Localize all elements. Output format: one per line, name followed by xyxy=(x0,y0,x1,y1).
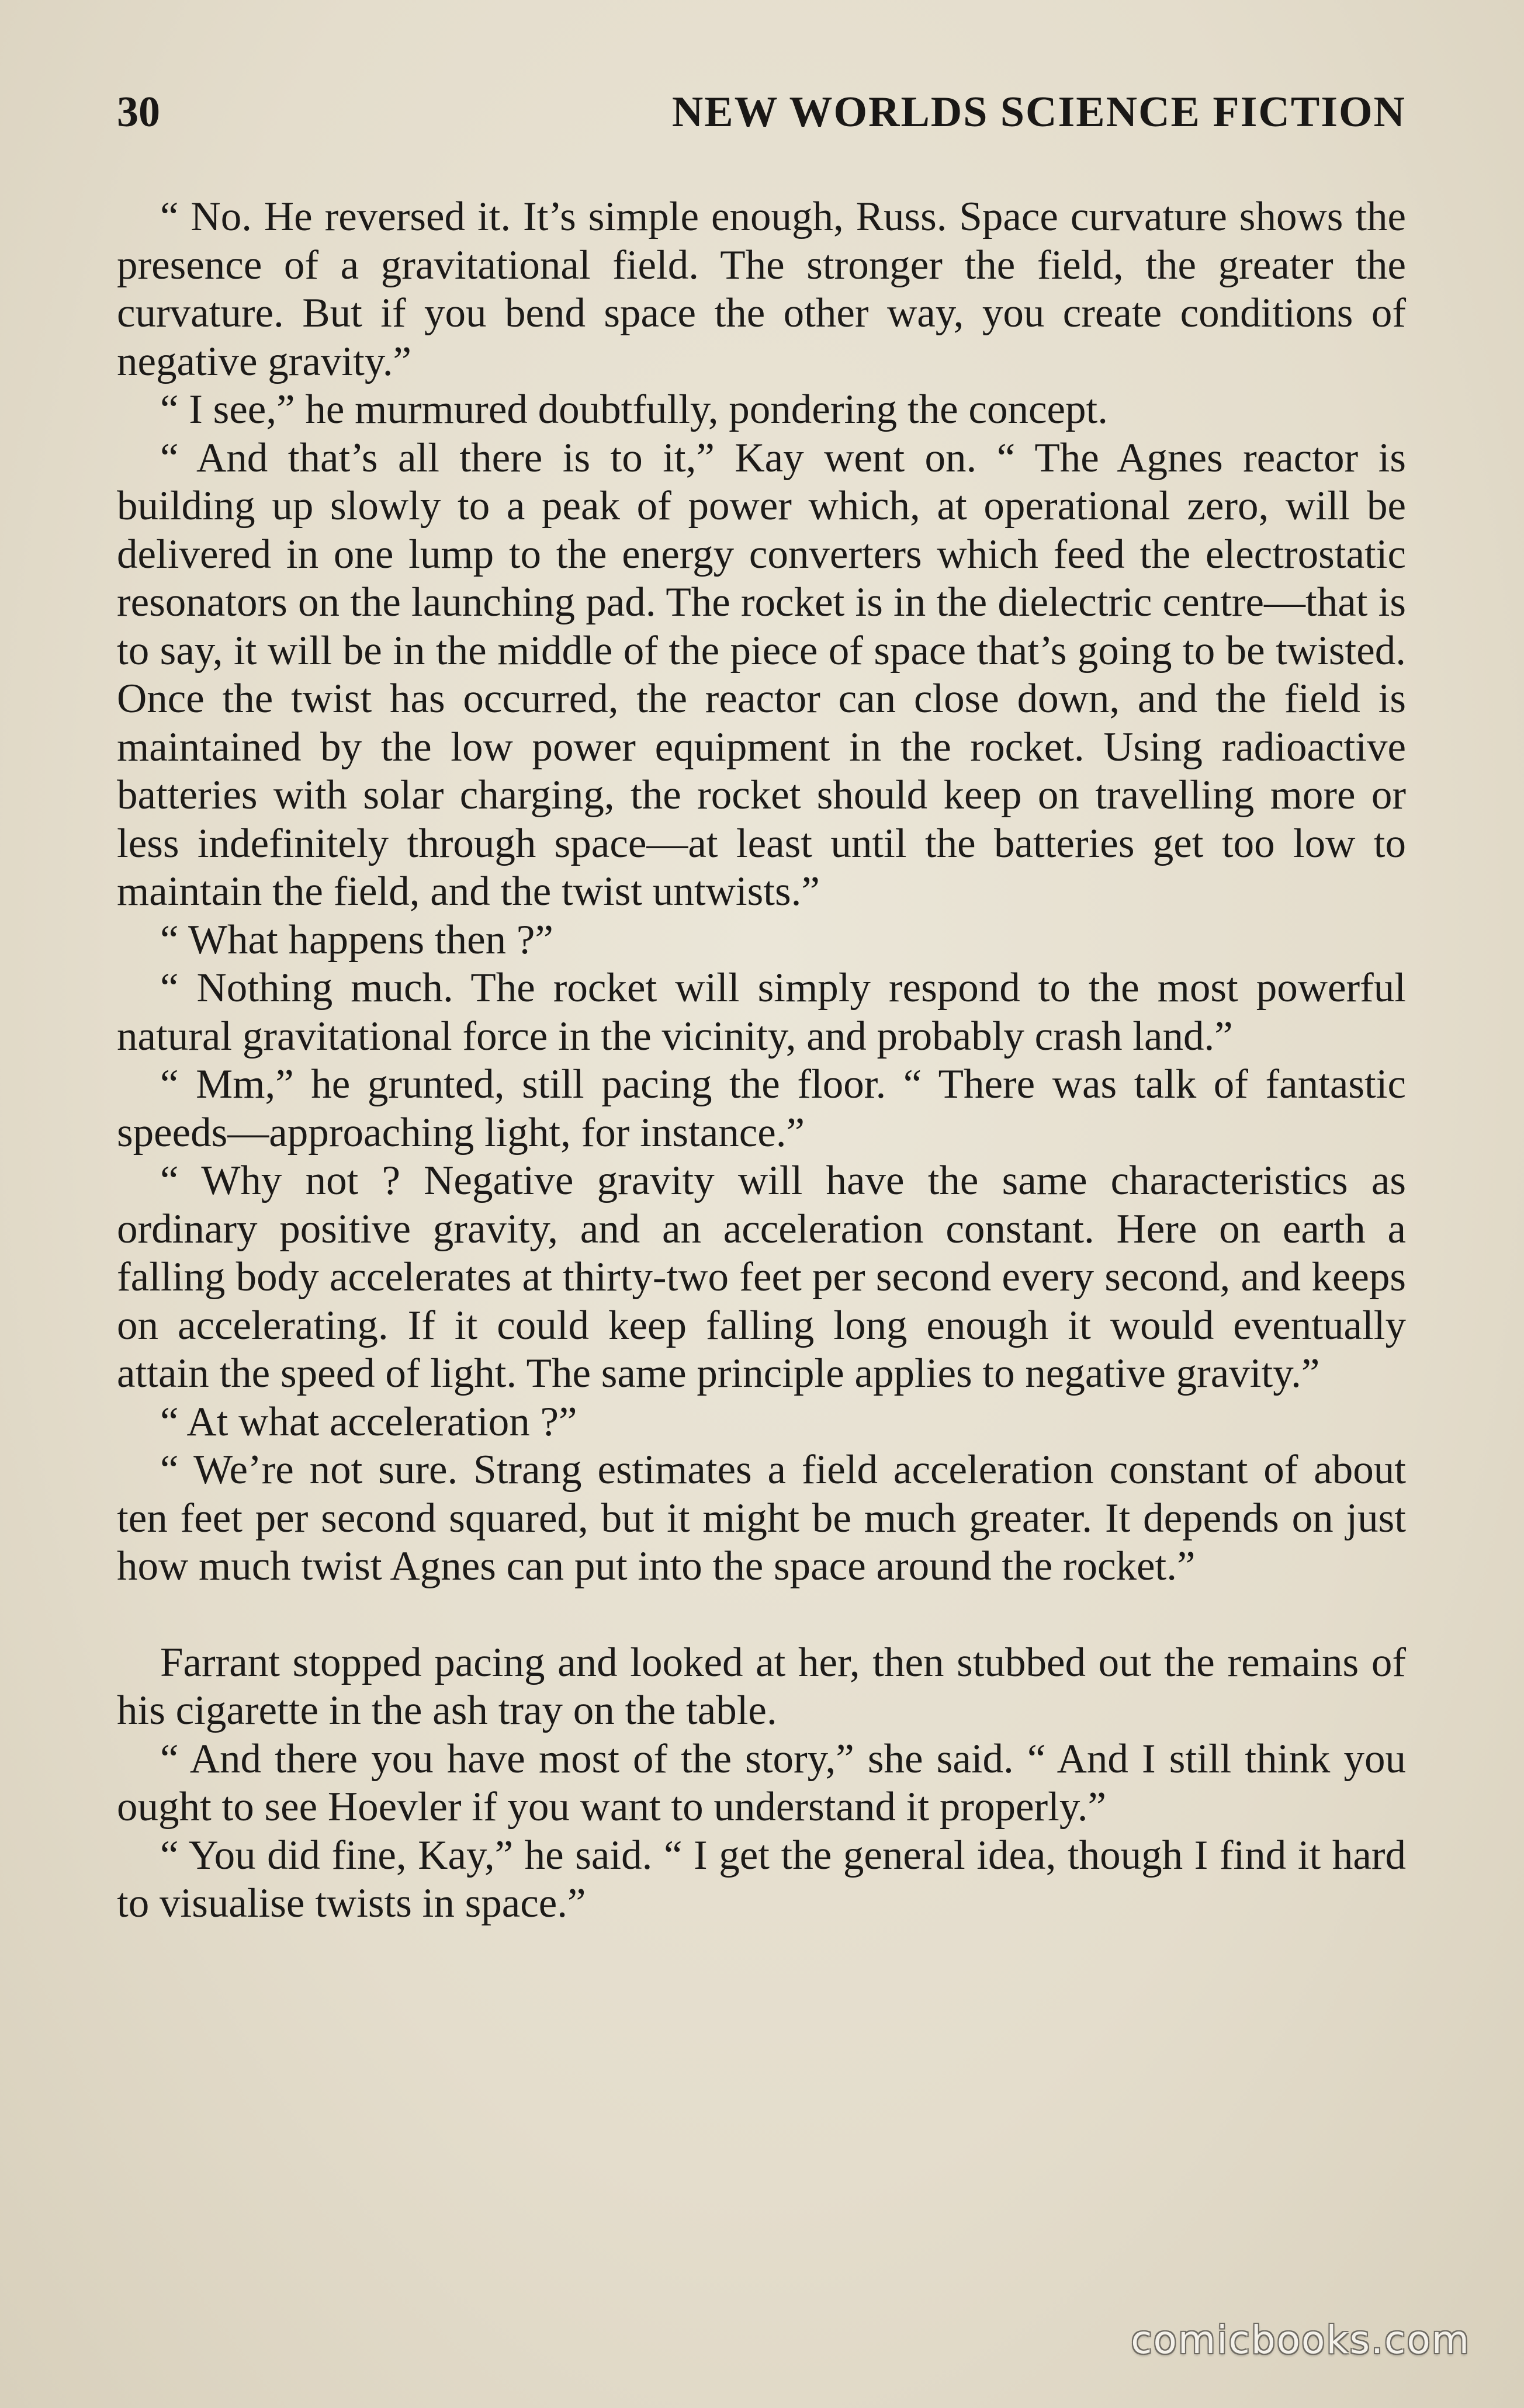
watermark: comicbooks.com xyxy=(1131,2317,1470,2362)
paragraph: “ I see,” he murmured doubtfully, pondering the concept. xyxy=(160,387,1108,432)
running-title: NEW WORLDS SCIENCE FICTION xyxy=(671,88,1406,136)
paragraph: Farrant stopped pacing and looked at her, then stubbed out the remains of his cigarette in the ash tray on the table. xyxy=(117,1639,1406,1733)
paragraph: “ Mm,” he grunted, still pacing the floor. “ There was talk of fantastic speeds—approaching light, for instance.” xyxy=(117,1061,1406,1156)
paragraph: “ At what acceleration ?” xyxy=(160,1399,577,1445)
paragraph: “ Why not ? Negative gravity will have the same characteristics as ordinary positive gravity, and an acceleration constant. Here on earth a falling body accelerates at thirty-two feet per second every second, and keeps on accelerating. If it could keep falling long enough it would eventually attain the speed of light. The same principle applies to negative gravity.” xyxy=(117,1158,1406,1396)
paragraph: “ You did fine, Kay,” he said. “ I get the general idea, though I find it hard to visualise twists in space.” xyxy=(117,1832,1406,1926)
page-number: 30 xyxy=(117,88,160,136)
paragraph: “ No. He reversed it. It’s simple enough, Russ. Space curvature shows the presence of a gravitational field. The stronger the field, the greater the curvature. But if you bend space the other way, you create conditions of negative gravity.” xyxy=(117,194,1406,384)
paragraph: “ And there you have most of the story,” she said. “ And I still think you ought to see Hoevler if you want to understand it properly.” xyxy=(117,1736,1406,1830)
page-header xyxy=(117,88,1406,158)
paragraph: “ Nothing much. The rocket will simply respond to the most powerful natural gravitational force in the vicinity, and probably crash land.” xyxy=(117,965,1406,1059)
paragraph: “ What happens then ?” xyxy=(160,917,553,963)
story-text xyxy=(117,193,1406,1928)
paragraph: “ And that’s all there is to it,” Kay went on. “ The Agnes reactor is building up slowly to a peak of power which, at operational zero, will be delivered in one lump to the energy converters which feed the electrostatic resonators on the launching pad. The rocket is in the dielectric centre—that is to say, it will be in the middle of the piece of space that’s going to be twisted. Once the twist has occurred, the reactor can close down, and the field is maintained by the low power equipment in the rocket. Using radioactive batteries with solar charging, the rocket should keep on travelling more or less indefinitely through space—at least until the batteries get too low to maintain the field, and the twist untwists.” xyxy=(117,435,1406,914)
paragraph: “ We’re not sure. Strang estimates a field acceleration constant of about ten feet per second squared, but it might be much greater. It depends on just how much twist Agnes can put into the space around the rocket.” xyxy=(117,1447,1406,1589)
